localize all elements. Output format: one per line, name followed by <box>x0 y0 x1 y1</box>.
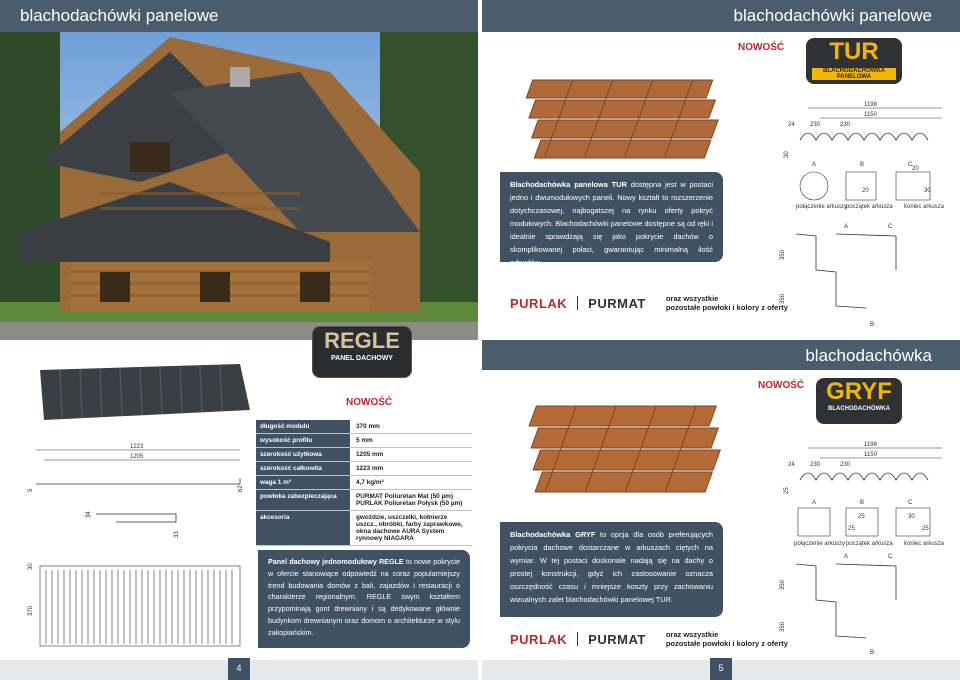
tur-description-text: dostępna jest w postaci jedno i dwumodułowych paneli. Nowy kształt to rozszerzenie dotychczasowej, najbogatszej na rynku oferty pokryć modułowych. Blachodachówki panelowe dostępne są od ręki i idealnie sprawdzają się jako pokrycie dachów o skomplikowanej połaci, gwarantując minimalną ilość odpadów. <box>510 180 713 267</box>
gryf-side-drawing <box>776 546 936 658</box>
spec-row <box>256 476 472 490</box>
tur-side-c: C <box>888 224 893 230</box>
spec-value: 370 mm <box>356 423 380 430</box>
spec-value: 5 mm <box>356 437 373 444</box>
gryf-description-bold: Blachodachówka GRYF <box>510 530 596 539</box>
regle-description-bold: Panel dachowy jednomodułowy REGLE <box>268 557 404 566</box>
gryf-joint-dim-2: 25 <box>848 526 855 532</box>
spec-value: 1205 mm <box>356 451 384 458</box>
spec-key: długość modułu <box>256 420 350 433</box>
tur-joint-c: C <box>908 162 913 168</box>
purlak-logo: PURLAK <box>510 631 568 647</box>
spec-row <box>256 448 472 462</box>
regle-dim-usable: 1205 <box>130 454 144 460</box>
tur-dim-230a: 230 <box>810 122 821 128</box>
tur-dim-24: 24 <box>788 122 795 128</box>
regle-front-drawing <box>26 556 252 652</box>
band-title: blachodachówka <box>805 346 932 365</box>
tur-logo <box>806 38 902 84</box>
brands-tagline-1: oraz wszystkie <box>665 630 719 639</box>
brand-separator <box>577 632 578 646</box>
tur-side-dim-2: 350 <box>780 293 786 304</box>
regle-logo-sub: PANEL DACHOWY <box>331 355 393 362</box>
spec-value: PURMAT Poliuretan Mat (50 µm) PURLAK Poliuretan Połysk (50 µm) <box>356 493 463 507</box>
gryf-joint-dim-4: 25 <box>922 526 929 532</box>
regle-description-text: to nowe pokrycie w ofercie stanowiące odpowiedź na coraz popularniejszy trend budowania domów z bali, zajazdów i restauracji o charakterze regionalnym. REGLE swym kształtem przypominają gont drewniany i są dedykowane głównie budynkom drewnianym oraz domom o architekturze w stylu zakopiańskim. <box>268 557 461 637</box>
regle-specs-table <box>256 420 472 546</box>
tur-description-bold: Blachodachówka panelowa TUR <box>510 180 627 189</box>
spec-row <box>256 434 472 448</box>
regle-dim-370: 370 <box>28 605 34 616</box>
gryf-brands <box>510 630 788 648</box>
gryf-description-text: to opcja dla osób preferujących pokrycia dachowe dostarczane w arkuszach ciętych na wymiar. W tej postaci doskonale nadają się na dachy o prostej konstrukcji, gdyż ich zastosowanie oznacza oszczędność czasu i mniejsze koszty przy zachowaniu wizualnych zalet blachodachówki panelowej TUR. <box>510 530 713 604</box>
regle-dim-5: 5 <box>28 488 34 492</box>
tur-logo-title: TUR <box>829 38 879 65</box>
header-left-title: blachodachówki panelowe <box>20 6 219 25</box>
spec-row <box>256 462 472 476</box>
gryf-joint-label-b: początek arkusza <box>846 541 893 547</box>
gryf-joint-a: A <box>812 500 817 506</box>
gryf-logo-title: GRYF <box>826 378 892 405</box>
gryf-dim-230b: 230 <box>840 462 851 468</box>
gryf-new-label: NOWOŚĆ <box>758 380 805 391</box>
spec-key: akcesoria <box>256 511 350 545</box>
tur-dim-30: 30 <box>784 151 790 158</box>
gryf-profile-drawing <box>780 436 950 496</box>
spec-key: szerokość całkowita <box>256 462 350 475</box>
tur-joint-dim-1: 20 <box>912 166 919 172</box>
spec-row <box>256 490 472 511</box>
tur-new-label: NOWOŚĆ <box>738 42 785 53</box>
tur-joint-label-c: koniec arkusza <box>904 204 945 210</box>
house-photo <box>0 32 478 340</box>
brands-tagline-2: pozostałe powłoki i kolory z oferty <box>665 639 788 648</box>
purlak-logo: PURLAK <box>510 295 568 311</box>
header-right-title: blachodachówki panelowe <box>733 6 932 25</box>
gryf-dim-total: 1198 <box>864 442 877 448</box>
tur-side-drawing <box>776 214 936 334</box>
tur-dim-230b: 230 <box>840 122 851 128</box>
page-gutter <box>478 0 482 680</box>
gryf-joint-b: B <box>860 500 865 506</box>
regle-dim-total: 1223 <box>130 444 144 450</box>
tur-joint-dim-3: 30 <box>924 188 931 194</box>
regle-new-label: NOWOŚĆ <box>346 397 393 408</box>
tur-joints-drawing <box>784 156 954 212</box>
regle-logo-title: REGLE <box>324 328 400 353</box>
brands-tagline <box>666 294 788 312</box>
page-number-left: 4 <box>228 658 250 680</box>
gryf-joint-label-c: koniec arkusza <box>904 541 945 547</box>
purmat-logo: PURMAT <box>588 295 646 311</box>
brands-tagline-1: oraz wszystkie <box>665 294 719 303</box>
tur-dim-usable: 1150 <box>864 112 877 118</box>
spec-key: powłoka zabezpieczająca <box>256 490 350 510</box>
spec-row <box>256 511 472 546</box>
gryf-dim-230a: 230 <box>810 462 821 468</box>
spec-value: gwoździe, uszczelki, kołnierze uszcz., obróbki, farby zaprawkowe, okna dachowe AURA System rynnowy NIAGARA <box>356 514 463 542</box>
gryf-side-dim-1: 350 <box>780 579 786 590</box>
tur-dim-total: 1198 <box>864 102 877 108</box>
gryf-dim-usable: 1150 <box>864 452 877 458</box>
gryf-description <box>500 522 723 617</box>
gryf-product-image <box>510 396 730 506</box>
tur-logo-sub: BLACHODACHÓWKA PANELOWA <box>812 68 896 80</box>
regle-dim-34: 34 <box>86 511 92 518</box>
regle-dim-30: 30 <box>28 563 34 570</box>
spec-key: waga 1 m² <box>256 476 350 489</box>
gryf-side-b: B <box>870 650 875 656</box>
tur-description <box>500 172 723 267</box>
gryf-logo <box>816 378 902 424</box>
page-number-right: 5 <box>710 658 732 680</box>
blachodachowka-band <box>482 340 960 370</box>
header-left <box>0 0 478 32</box>
tur-joint-label-b: początek arkusza <box>846 204 893 210</box>
gryf-dim-24: 24 <box>788 462 795 468</box>
gryf-joint-dim-3: 30 <box>908 514 915 520</box>
regle-product-image <box>30 360 250 426</box>
brands-tagline <box>666 630 788 648</box>
gryf-side-a: A <box>844 554 849 560</box>
spec-value: 4,7 kg/m² <box>356 479 384 486</box>
spec-value: 1223 mm <box>356 465 384 472</box>
regle-dim-62: 62 <box>238 485 244 492</box>
brands-tagline-2: pozostałe powłoki i kolory z oferty <box>665 303 788 312</box>
tur-side-a: A <box>844 224 849 230</box>
gryf-side-dim-2: 350 <box>780 621 786 632</box>
spec-row <box>256 420 472 434</box>
brand-separator <box>577 296 578 310</box>
tur-side-dim-1: 350 <box>780 249 786 260</box>
gryf-dim-25: 25 <box>784 487 790 494</box>
gryf-logo-sub: BLACHODACHÓWKA <box>828 406 890 412</box>
gryf-side-c: C <box>888 554 893 560</box>
regle-profile-drawing <box>26 438 252 550</box>
tur-side-b: B <box>870 322 875 328</box>
header-right <box>482 0 960 32</box>
tur-brands <box>510 294 788 312</box>
tur-joint-a: A <box>812 162 817 168</box>
regle-description <box>258 550 470 648</box>
tur-joint-dim-2: 20 <box>862 188 869 194</box>
tur-joint-label-a: połączenie arkuszy <box>796 204 848 210</box>
regle-dim-33: 33 <box>174 531 180 538</box>
purmat-logo: PURMAT <box>588 631 646 647</box>
spec-key: wysokość profilu <box>256 434 350 447</box>
gryf-joint-label-a: połączenie arkuszy <box>794 541 846 547</box>
gryf-joint-dim-1: 25 <box>858 514 865 520</box>
regle-logo <box>312 326 412 378</box>
gryf-joint-c: C <box>908 500 913 506</box>
tur-product-image <box>510 60 730 170</box>
gryf-joints-drawing <box>784 496 954 548</box>
tur-joint-b: B <box>860 162 865 168</box>
spec-key: szerokość użytkowa <box>256 448 350 461</box>
